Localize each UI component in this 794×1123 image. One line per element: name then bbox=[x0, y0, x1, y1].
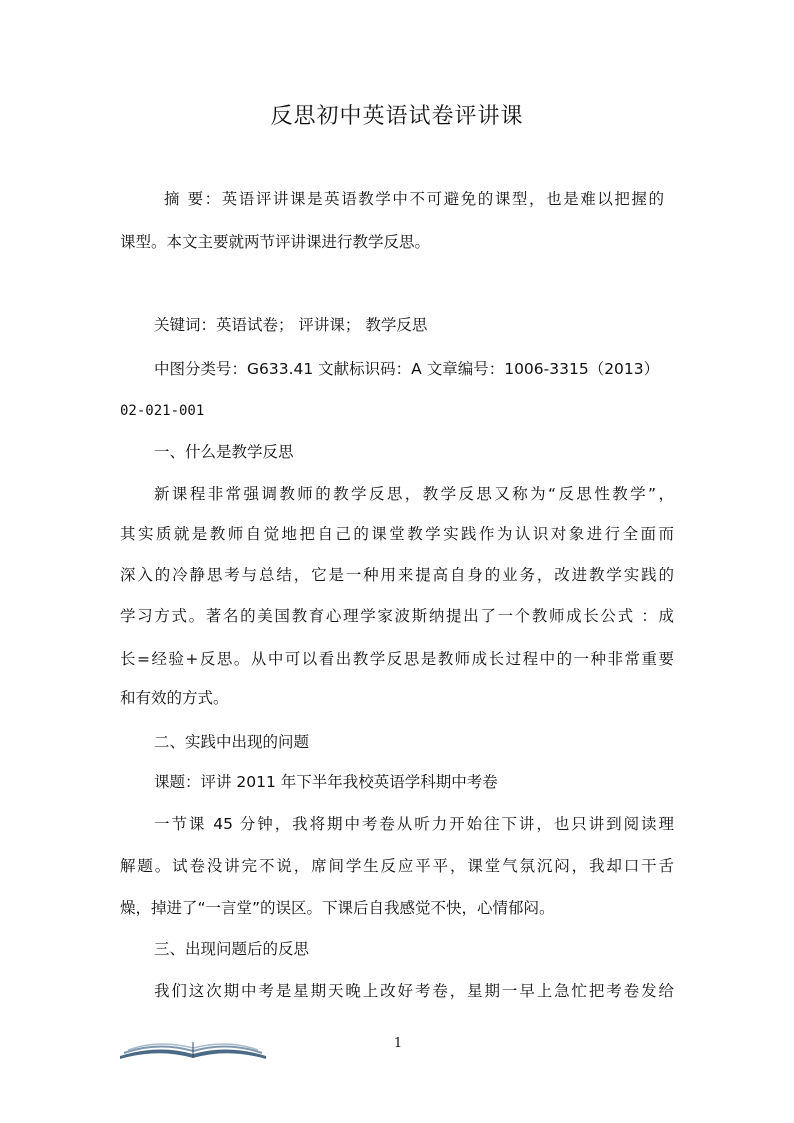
page-title: 反思初中英语试卷评讲课 bbox=[270, 104, 524, 129]
classification-line-1: 中图分类号：G633.41 文献标识码：A 文章编号：1006-3315（2013） bbox=[154, 360, 660, 378]
section-2-line: 解题。试卷没讲完不说，席间学生反应平平，课堂气氛沉闷，我却口干舌 bbox=[120, 857, 674, 875]
section-1-line: 新课程非常强调教师的教学反思，教学反思又称为“反思性教学”， bbox=[154, 485, 674, 503]
section-1-line: 和有效的方式。 bbox=[120, 689, 229, 707]
section-1-heading: 一、什么是教学反思 bbox=[154, 443, 294, 461]
section-1-line: 长=经验+反思。从中可以看出教学反思是教师成长过程中的一种非常重要 bbox=[120, 650, 674, 668]
open-book-icon bbox=[118, 1036, 268, 1060]
section-2-heading: 二、实践中出现的问题 bbox=[154, 733, 310, 751]
classification-line-2: 02-021-001 bbox=[120, 403, 205, 419]
page-number: 1 bbox=[393, 1036, 403, 1051]
section-2-topic: 课题：评讲 2011 年下半年我校英语学科期中考卷 bbox=[154, 773, 498, 791]
section-1-line: 学习方式。著名的美国教育心理学家波斯纳提出了一个教师成长公式 ：成 bbox=[120, 607, 674, 625]
section-3-line: 我们这次期中考是星期天晚上改好考卷，星期一早上急忙把考卷发给 bbox=[154, 982, 674, 1000]
section-2-line: 一节课 45 分钟，我将期中考卷从听力开始往下讲，也只讲到阅读理 bbox=[154, 815, 674, 833]
section-3-heading: 三、出现问题后的反思 bbox=[154, 940, 310, 958]
abstract-line-1: 摘 要：英语评讲课是英语教学中不可避免的课型，也是难以把握的 bbox=[164, 190, 664, 208]
abstract-line-2: 课型。本文主要就两节评讲课进行教学反思。 bbox=[120, 233, 431, 251]
section-1-line: 其实质就是教师自觉地把自己的课堂教学实践作为认识对象进行全面而 bbox=[120, 525, 674, 543]
section-1-line: 深入的冷静思考与总结，它是一种用来提高自身的业务，改进教学实践的 bbox=[120, 566, 674, 584]
keywords: 关键词：英语试卷； 评讲课； 教学反思 bbox=[154, 316, 428, 334]
section-2-line: 燥，掉进了“一言堂”的误区。下课后自我感觉不快，心情郁闷。 bbox=[120, 899, 555, 917]
